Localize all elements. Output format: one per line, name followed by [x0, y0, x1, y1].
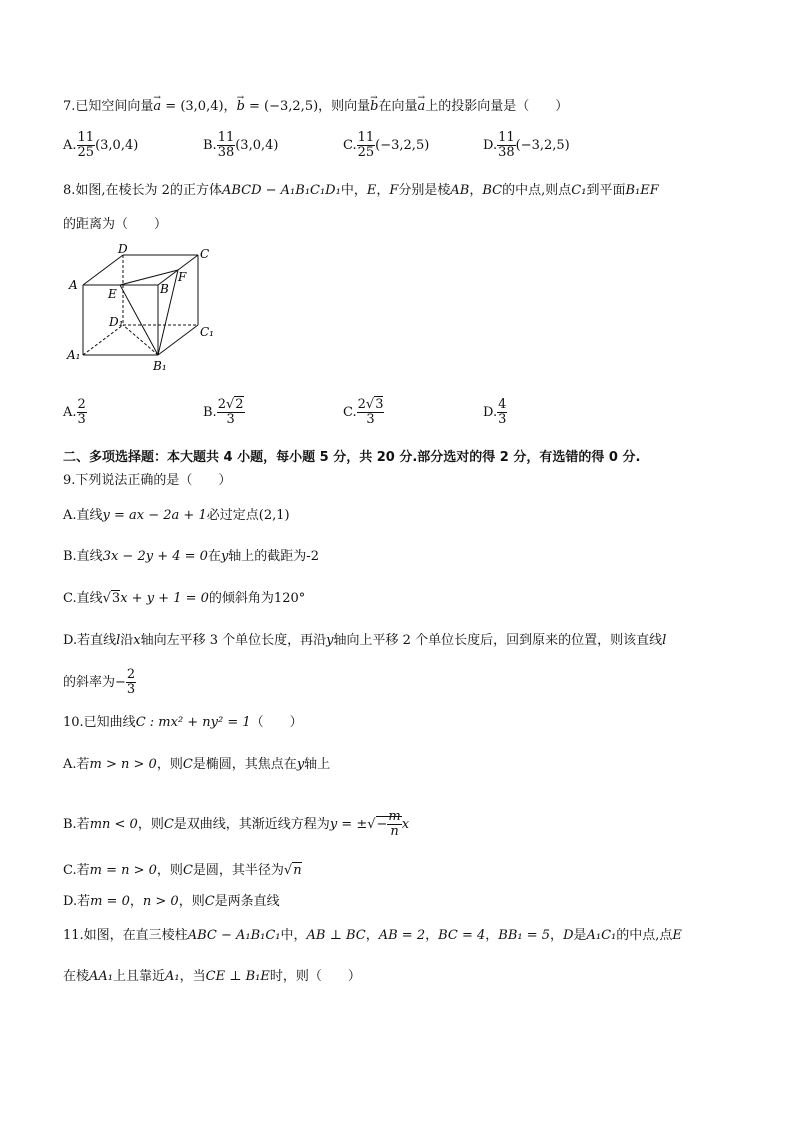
edge-ad [83, 255, 123, 285]
q8-text: ， [376, 183, 390, 198]
option-text: 在 [207, 549, 221, 564]
option-equation: y = ax − 2a + 1 [102, 508, 207, 523]
numerator: 11 [357, 130, 375, 145]
q7-vector-b: → b [237, 99, 245, 114]
option-text: D.若直线 [63, 633, 117, 648]
denominator: 3 [366, 412, 375, 427]
curve-c: C [204, 894, 215, 909]
option-vector: (3,0,4) [235, 138, 279, 153]
option-text: 的倾斜角为 [208, 591, 274, 606]
q11-condition: AB = 2 [378, 928, 426, 943]
fraction [77, 131, 96, 160]
option-text: 轴上 [304, 757, 331, 772]
q9-option-c[interactable]: C.直线√3x + y + 1 = 0的倾斜角为120° [63, 591, 306, 606]
label-c: C [200, 247, 210, 261]
option-text: 的斜率为 [63, 675, 116, 690]
option-condition: m = 0 [90, 894, 130, 909]
radical: − $\frac{m}{n}$ [376, 809, 401, 839]
axis-x: x [133, 633, 141, 648]
q8-point-e: E [366, 183, 377, 198]
fraction [357, 131, 376, 160]
section-heading: 二、多项选择题：本大题共 4 小题，每小题 5 分，共 20 分.部分选对的得 2 分，有选错的得 0 分. [63, 450, 641, 465]
fraction [217, 398, 245, 427]
numerator: 2√2 [217, 397, 244, 412]
coefficient: 2 [217, 397, 226, 412]
q8-option-c[interactable] [343, 398, 384, 427]
option-label: D. [483, 138, 498, 153]
q9-option-d-line2 [63, 668, 136, 697]
numerator: 11 [77, 130, 95, 145]
axis-y: y [326, 633, 334, 648]
q11-condition: AB ⊥ BC [306, 928, 366, 943]
fraction [77, 398, 87, 427]
q10-stem [63, 714, 303, 732]
option-text: 轴上的截距为-2 [228, 549, 319, 564]
fraction [357, 398, 385, 427]
label-c1: C₁ [200, 325, 214, 339]
option-point: (2,1) [258, 508, 290, 523]
q7-vector-a: → a [153, 99, 161, 114]
denominator: 3 [126, 682, 136, 697]
label-a1: A₁ [67, 348, 81, 362]
option-angle: 120° [273, 591, 306, 606]
option-text: ，则 [178, 894, 205, 909]
q11-prism: ABC − A₁B₁C₁ [187, 928, 281, 943]
label-d1: D₁ [109, 315, 124, 329]
denominator: 25 [357, 145, 375, 160]
q8-edge-bc: BC [482, 183, 503, 198]
q11-text: 时，则（ ） [269, 969, 361, 984]
option-equation: x + y + 1 = 0 [120, 591, 209, 606]
q11-condition: BC = 4 [438, 928, 486, 943]
option-text: B.若 [63, 817, 90, 832]
label-e: E [108, 287, 117, 301]
q11-stem-line2 [63, 968, 361, 986]
axis-y: y [296, 757, 305, 772]
fraction [217, 131, 236, 160]
label-d: D [118, 242, 128, 256]
numerator: m [388, 809, 401, 824]
variable-x: x [401, 817, 410, 832]
denominator: 3 [226, 412, 235, 427]
q9-stem: 9.下列说法正确的是（ ） [63, 473, 232, 488]
option-text: C.若 [63, 863, 90, 878]
numerator: 4 [498, 397, 507, 412]
q7-stem [63, 98, 568, 116]
q8-cube-figure [63, 240, 223, 375]
q11-text: 11.如图，在直三棱柱 [63, 928, 188, 943]
coefficient: 2 [357, 397, 366, 412]
q7-tail-text: 上的投影向量是（ ） [425, 99, 569, 114]
segment-b1d1-hidden [123, 325, 158, 355]
option-text: 轴向左平移 3 个单位长度，再沿 [140, 633, 327, 648]
option-label: A. [63, 138, 77, 153]
option-text: A.直线 [63, 508, 103, 523]
numerator: 11 [498, 130, 515, 145]
line-l: l [116, 633, 121, 648]
option-text: ，则 [156, 863, 183, 878]
q11-point-e: E [672, 928, 682, 943]
label-a: A [69, 278, 78, 292]
q7-option-c[interactable] [343, 131, 429, 160]
q11-segment: A₁C₁ [586, 928, 617, 943]
option-vector: (−3,2,5) [375, 138, 430, 153]
edge-a1d1-hidden [83, 325, 123, 355]
denominator: 25 [77, 145, 95, 160]
q11-text: 是 [573, 928, 587, 943]
q8-point-c1: C₁ [571, 183, 587, 198]
option-condition: mn < 0 [89, 817, 138, 832]
q8-point-f: F [389, 183, 399, 198]
radicand: 3 [375, 397, 384, 412]
q7-vector-a-ref: → a [418, 99, 426, 114]
q8-stem-line1 [63, 182, 659, 200]
q10-curve: C : mx² + ny² = 1 [135, 715, 251, 730]
numerator: 2√3 [357, 397, 384, 412]
q8-option-d[interactable] [483, 398, 507, 427]
option-equation: 3x − 2y + 4 = 0 [102, 549, 208, 564]
segment-ef [120, 270, 178, 285]
numerator: 11 [217, 130, 235, 145]
q7-vector-b-ref: → b [370, 99, 378, 114]
numerator: 2 [77, 397, 86, 412]
q11-text: ，当 [179, 969, 206, 984]
denominator: n [390, 824, 399, 839]
curve-c: C [182, 757, 193, 772]
option-text: C.直线 [63, 591, 103, 606]
q8-text: ， [469, 183, 483, 198]
option-text: ，则 [156, 757, 183, 772]
option-text: 是两条直线 [214, 894, 280, 909]
option-text: 轴向上平移 2 个单位长度后，回到原来的位置，则该直线 [333, 633, 663, 648]
q8-text: 到平面 [586, 183, 626, 198]
q8-cube: ABCD − A₁B₁C₁D₁ [221, 183, 341, 198]
q7-vector-b-value: = (−3,2,5)，则向量 [244, 99, 371, 114]
option-axis: y [220, 549, 229, 564]
option-text: A.若 [63, 757, 90, 772]
fraction [126, 668, 136, 697]
q11-condition: BB₁ = 5 [498, 928, 551, 943]
q11-point: A₁ [165, 969, 180, 984]
q11-text: 在棱 [63, 969, 90, 984]
q7-option-b[interactable] [203, 131, 278, 160]
fraction [387, 810, 401, 839]
denominator: 38 [498, 145, 515, 160]
option-label: B. [203, 138, 217, 153]
q11-edge: AA₁ [89, 969, 114, 984]
denominator: 3 [498, 412, 507, 427]
option-label: B. [203, 405, 217, 420]
q10-option-c[interactable]: C.若m = n > 0，则C是圆，其半径为√n [63, 863, 302, 878]
q9-option-b[interactable] [63, 548, 319, 566]
radicand: 3 [111, 591, 121, 606]
label-f: F [178, 270, 187, 284]
fraction [497, 398, 507, 427]
q11-point-d: D [563, 928, 574, 943]
q10-text: （ ） [250, 715, 303, 730]
q11-text: ， [550, 928, 564, 943]
label-b: B [160, 282, 169, 296]
q10-option-a[interactable] [63, 756, 330, 774]
option-text: 沿 [120, 633, 134, 648]
q9-option-a[interactable] [63, 507, 290, 525]
option-label: C. [343, 405, 357, 420]
q11-text: ， [485, 928, 499, 943]
option-label: D. [483, 405, 498, 420]
curve-c: C [163, 817, 174, 832]
q8-stem-line2: 的距离为（ ） [63, 217, 168, 232]
q11-text: 中， [280, 928, 307, 943]
q10-text: 10.已知曲线 [63, 715, 136, 730]
q11-condition: CE ⊥ B₁E [205, 969, 270, 984]
q10-option-d[interactable] [63, 893, 280, 911]
q11-text: ， [365, 928, 379, 943]
q7-stem-text: 7.已知空间向量 [63, 99, 154, 114]
q8-plane: B₁EF [625, 183, 659, 198]
segment-eb1 [120, 285, 158, 355]
denominator: 3 [77, 412, 86, 427]
radicand: 2 [235, 397, 244, 412]
radicand: n [293, 863, 302, 878]
q8-edge-ab: AB [450, 183, 470, 198]
option-text: 是椭圆，其焦点在 [192, 757, 297, 772]
option-condition: n > 0 [142, 894, 179, 909]
option-text: ，则 [137, 817, 164, 832]
q8-option-b[interactable] [203, 398, 245, 427]
option-text: 是双曲线，其渐近线方程为 [173, 817, 330, 832]
option-vector: (3,0,4) [95, 138, 139, 153]
option-vector: (−3,2,5) [515, 138, 570, 153]
q7-mid-text: 在向量 [378, 99, 418, 114]
q7-vector-a-value: = (3,0,4)， [161, 99, 237, 114]
q10-option-b[interactable]: B.若mn < 0，则C是双曲线，其渐近线方程为y = ±√− $\frac{m}{n}$ x [63, 809, 410, 839]
option-text: B.直线 [63, 549, 103, 564]
q7-option-a[interactable] [63, 131, 138, 160]
label-b1: B₁ [153, 359, 167, 373]
option-condition: m > n > 0 [89, 757, 157, 772]
q11-text: ， [425, 928, 439, 943]
q8-text: 的中点,则点 [502, 183, 572, 198]
option-equation: y = ± [329, 817, 368, 832]
q8-option-a[interactable] [63, 398, 87, 427]
curve-c: C [182, 863, 193, 878]
q11-stem-line1 [63, 927, 682, 945]
q11-text: 上且靠近 [113, 969, 166, 984]
option-text: ， [129, 894, 143, 909]
fraction [497, 131, 516, 160]
option-text: D.若 [63, 894, 91, 909]
denominator: 38 [217, 145, 235, 160]
q8-text: 8.如图,在棱长为 2的正方体 [63, 183, 222, 198]
q8-text: 分别是棱 [398, 183, 451, 198]
option-label: A. [63, 405, 77, 420]
q7-option-d[interactable] [483, 131, 570, 160]
option-condition: m = n > 0 [89, 863, 157, 878]
option-label: C. [343, 138, 357, 153]
option-text: 必过定点 [206, 508, 259, 523]
q11-text: 的中点,点 [616, 928, 673, 943]
line-l: l [662, 633, 667, 648]
sign: − [115, 675, 126, 690]
q9-option-d-line1[interactable] [63, 632, 666, 650]
option-text: 是圆，其半径为 [192, 863, 284, 878]
q8-text: 中， [340, 183, 367, 198]
numerator: 2 [126, 667, 136, 682]
